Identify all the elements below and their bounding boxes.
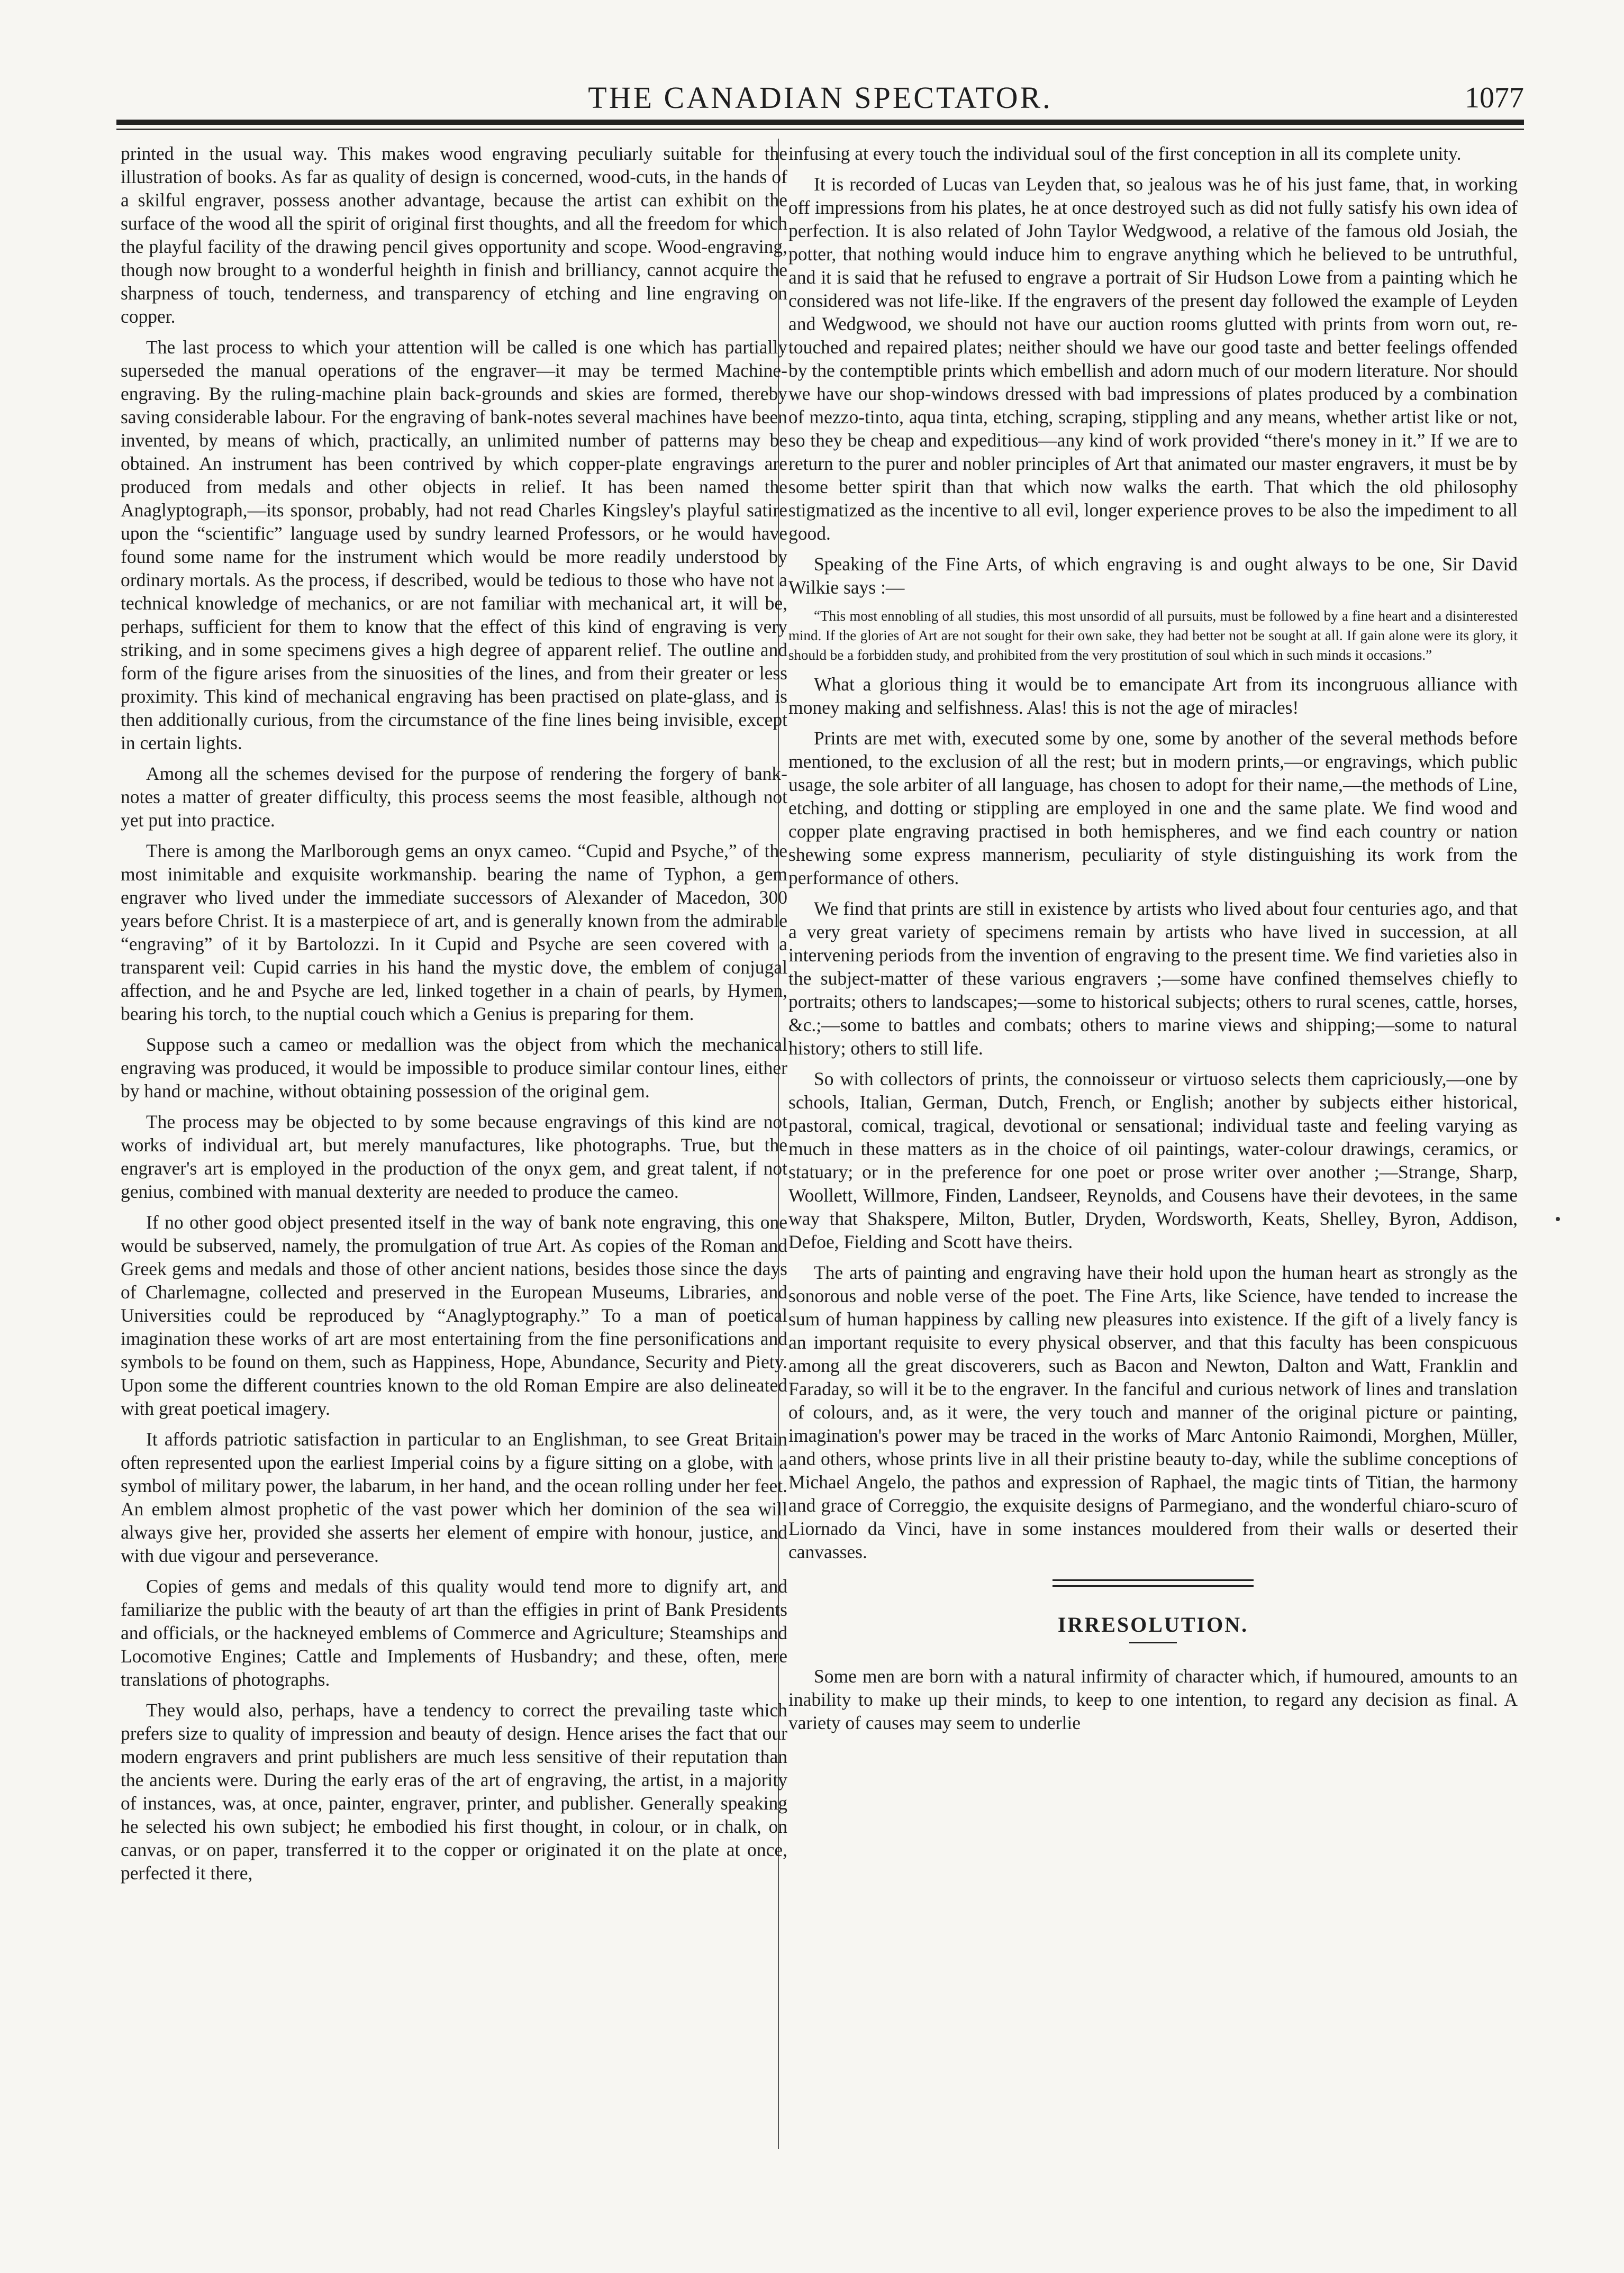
paragraph: printed in the usual way. This makes wood engraving peculiarly suitable for the illustration of books. As far as quality of design is concerned, wood-cuts, in the hands of a skilful engraver, possess another advantage, because the artist can exhibit on the surface of the wood all the spirit of original first thoughts, and all the freedom for which the playful facility of the drawing pencil gives opportunity and scope. Wood-engraving, though now brought to a wonderful heighth in finish and brilliancy, cannot acquire the sharpness of touch, tenderness, and transparency of etching and line engraving on copper. <box>121 143 787 327</box>
paragraph: We find that prints are still in existence by artists who lived about four centuries ago, and that a very great variety of specimens remain by artists who have lived in succession, at all intervening periods from the invention of engraving to the present time. We find varieties also in the subject-matter of these various engravers ;—some have confined themselves chiefly to portraits; others to landscapes;—some to historical subjects; others to rural scenes, cattle, horses, &c.;—some to battles and combats; others to marine views and shipping;—some to natural history; others to still life. <box>788 898 1518 1059</box>
paragraph: Some men are born with a natural infirmity of character which, if humoured, amounts to an inability to make up their minds, to keep to one intention, to regard any decision as final. A variety of causes may seem to underlie <box>788 1666 1518 1733</box>
paragraph: Prints are met with, executed some by one, some by another of the several methods before mentioned, to the exclusion of all the rest; but in modern prints,—or engravings, which public usage, the sole arbiter of all language, has chosen to adopt for their name,—the methods of Line, etching, and dotting or stippling are employed in one and the same plate. We find wood and copper plate engraving practised in both hemispheres, and we find each country or nation shewing some express mannerism, peculiarity of style distinguishing its work from the performance of others. <box>788 728 1518 888</box>
paragraph: So with collectors of prints, the connoisseur or virtuoso selects them capriciously,—one by schools, Italian, German, Dutch, French, or English; another by subjects either historical, pastoral, comical, tragical, devotional or sensational; individual taste and feeling varying as much in these matters as in the choice of oil paintings, water-colour drawings, ceramics, or statuary; or in the preference for one poet or prose writer over another ;—Strange, Sharp, Woollett, Willmore, Finden, Landseer, Reynolds, and Cousens have their devotees, in the same way that Shakspere, Milton, Butler, Dryden, Wordsworth, Keats, Shelley, Byron, Addison, Defoe, Fielding and Scott have theirs. <box>788 1068 1518 1252</box>
paragraph: Suppose such a cameo or medallion was the object from which the mechanical engraving was produced, it would be impossible to produce similar contour lines, either by hand or machine, without obtaining possession of the original gem. <box>121 1034 787 1102</box>
paragraph: The arts of painting and engraving have their hold upon the human heart as strongly as the sonorous and noble verse of the poet. The Fine Arts, like Science, have tended to increase the sum of human happiness by calling new pleasures into existence. If the gift of a lively fancy is an important requisite to every physical observer, and that this faculty has been conspicuous among all the great discoverers, such as Bacon and Newton, Dalton and Watt, Franklin and Faraday, so will it be to the engraver. In the fanciful and curious network of lines and translation of colours, and, as it were, the very touch and manner of the original picture or painting, imagination's power may be traced in the works of Marc Antonio Raimondi, Morghen, Müller, and others, whose prints live in all their pristine beauty to-day, while the sublime conceptions of Michael Angelo, the pathos and expression of Raphael, the magic tints of Titian, the harmony and grace of Correggio, the exquisite designs of Parmegiano, and the wonderful chiaro-scuro of Liornado da Vinci, have in some instances mouldered from their walls or deserted their canvasses. <box>788 1262 1518 1562</box>
paragraph: The process may be objected to by some because engravings of this kind are not works of individual art, but merely manufactures, like photographs. True, but the engraver's art is employed in the production of the onyx gem, and great talent, if not genius, combined with manual dexterity are needed to produce the cameo. <box>121 1111 787 1202</box>
paragraph: If no other good object presented itself in the way of bank note engraving, this one would be subserved, namely, the promulgation of true Art. As copies of the Roman and Greek gems and medals and those of other ancient nations, besides those since the days of Charlemagne, collected and preserved in the European Museums, Libraries, and Universities could be reproduced by “Anaglyptography.” To a man of poetical imagination these works of art are most entertaining from the fine personifications and symbols to be found on them, such as Happiness, Hope, Abundance, Security and Piety. Upon some the different countries known to the old Roman Empire are also delineated with great poetical imagery. <box>121 1212 787 1419</box>
ink-speck <box>1556 1217 1560 1221</box>
section-rule <box>1053 1585 1254 1587</box>
page-number: 1077 <box>1465 81 1524 114</box>
paragraph: Copies of gems and medals of this quality would tend more to dignify art, and familiarize the public with the beauty of art than the effigies in print of Bank Presidents and officials, or the hackneyed emblems of Commerce and Agriculture; Steamships and Locomotive Engines; Cattle and Implements of Husbandry; and these, often, mere translations of photographs. <box>121 1576 787 1690</box>
paragraph: The last process to which your attention will be called is one which has partially superseded the manual operations of the engraver—it may be termed Machine-engraving. By the ruling-machine plain back-grounds and skies are formed, thereby saving considerable labour. For the engraving of bank-notes several machines have been invented, by means of which, practically, an unlimited number of patterns may be obtained. An instrument has been contrived by which copper-plate engravings are produced from medals and other objects in relief. It has been named the Anaglyptograph,—its sponsor, probably, had not read Charles Kingsley's playful satire upon the “scientific” language used by sundry learned Professors, or he would have found some name for the instrument which would be more readily understood by ordinary mortals. As the process, if described, would be tedious to those who have not a technical knowledge of mechanics, or are not familiar with mechanical art, it will be, perhaps, sufficient for them to know that the effect of this kind of engraving is very striking, and in some specimens gives a high degree of apparent relief. The outline and form of the figure arises from the sinuosities of the lines, and from their greater or less proximity. This kind of mechanical engraving has been practised on plate-glass, and is then additionally curious, from the circumstance of the fine lines being invisible, except in certain lights. <box>121 337 787 753</box>
header-rule-thin <box>116 129 1524 130</box>
paragraph: They would also, perhaps, have a tendency to correct the prevailing taste which prefers size to quality of impression and beauty of design. Hence arises the fact that our modern engravers and print publishers are much less sensitive of their reputation than the ancients were. During the early eras of the art of engraving, the artist, in a majority of instances, was, at once, painter, engraver, printer, and publisher. Generally speaking he selected his own subject; he embodied his first thought, in colour, or in chalk, on canvas, or on paper, transferred it to the copper or originated it on the plate at once, perfected it there, <box>121 1699 787 1884</box>
paragraph: It affords patriotic satisfaction in particular to an Englishman, to see Great Britain often represented upon the earliest Imperial coins by a figure sitting on a globe, with a symbol of military power, the labarum, in her hand, and the ocean rolling under her feet. An emblem almost prophetic of the vast power which her dominion of the sea will always give her, provided she asserts her element of empire with honour, justice, and with due vigour and perseverance. <box>121 1429 787 1566</box>
right-column <box>788 142 1518 1742</box>
section-title: IRRESOLUTION. <box>1057 1613 1249 1636</box>
paragraph: There is among the Marlborough gems an onyx cameo. “Cupid and Psyche,” of the most inimitable and exquisite workmanship. bearing the name of Typhon, a gem engraver who lived under the immediate successors of Alexander of Macedon, 300 years before Christ. It is a masterpiece of art, and is generally known from the admirable “engraving” of it by Bartolozzi. In it Cupid and Psyche are seen covered with a transparent veil: Cupid carries in his hand the mystic dove, the emblem of conjugal affection, and he and Psyche are led, linked together in a chain of pearls, by Hymen, bearing his torch, to the nuptial couch which a Genius is preparing for them. <box>121 840 787 1024</box>
section-title-underline <box>1129 1642 1177 1643</box>
paragraph: What a glorious thing it would be to emancipate Art from its incongruous alliance with money making and selfishness. Alas! this is not the age of miracles! <box>788 674 1518 718</box>
paragraph: Among all the schemes devised for the purpose of rendering the forgery of bank-notes a matter of greater difficulty, this process seems the most feasible, although not yet put into practice. <box>121 763 787 831</box>
publication-title: THE CANADIAN SPECTATOR. <box>588 80 1053 115</box>
left-column <box>121 142 787 1892</box>
paragraph: infusing at every touch the individual soul of the first conception in all its complete unity. <box>788 143 1462 164</box>
header-rule-thick <box>116 120 1524 125</box>
section-rule <box>1053 1579 1254 1581</box>
paragraph: Speaking of the Fine Arts, of which engraving is and ought always to be one, Sir David Wilkie says :— <box>788 553 1518 598</box>
paragraph: It is recorded of Lucas van Leyden that, so jealous was he of his just fame, that, in working off impressions from his plates, he at once destroyed such as did not fully satisfy his own idea of perfection. It is also related of John Taylor Wedgwood, a relative of the famous old Josiah, the potter, that nothing would induce him to engrave anything which he believed to be untruthful, and it is said that he refused to engrave a portrait of Sir Hudson Lowe from a painting which he considered was not life-like. If the engravers of the present day followed the example of Leyden and Wedgwood, we should not have our auction rooms glutted with prints from worn out, re-touched and repaired plates; neither should we have our good taste and better feelings offended by the contemptible prints which embellish and adorn much of our modern literature. Nor should we have our shop-windows dressed with bad impressions of plates produced by a combination of mezzo-tinto, aqua tinta, etching, scraping, stippling and any means, whether artist like or not, so they be cheap and expeditious—any kind of work provided “there's money in it.” If we are to return to the purer and nobler principles of Art that animated our master engravers, it must be by some better spirit than that which now walks the earth. That which the old philosophy stigmatized as the incentive to all evil, longer experience proves to be also the impediment to all good. <box>788 174 1518 544</box>
block-quote: “This most ennobling of all studies, this most unsordid of all pursuits, must be followed by a fine heart and a disinterested mind. If the glories of Art are not sought for their own sake, they had better not be sought at all. If gain alone were its glory, it should be a forbidden study, and prohibited from the very prostitution of soul which in such minds it occasions.” <box>788 608 1518 663</box>
